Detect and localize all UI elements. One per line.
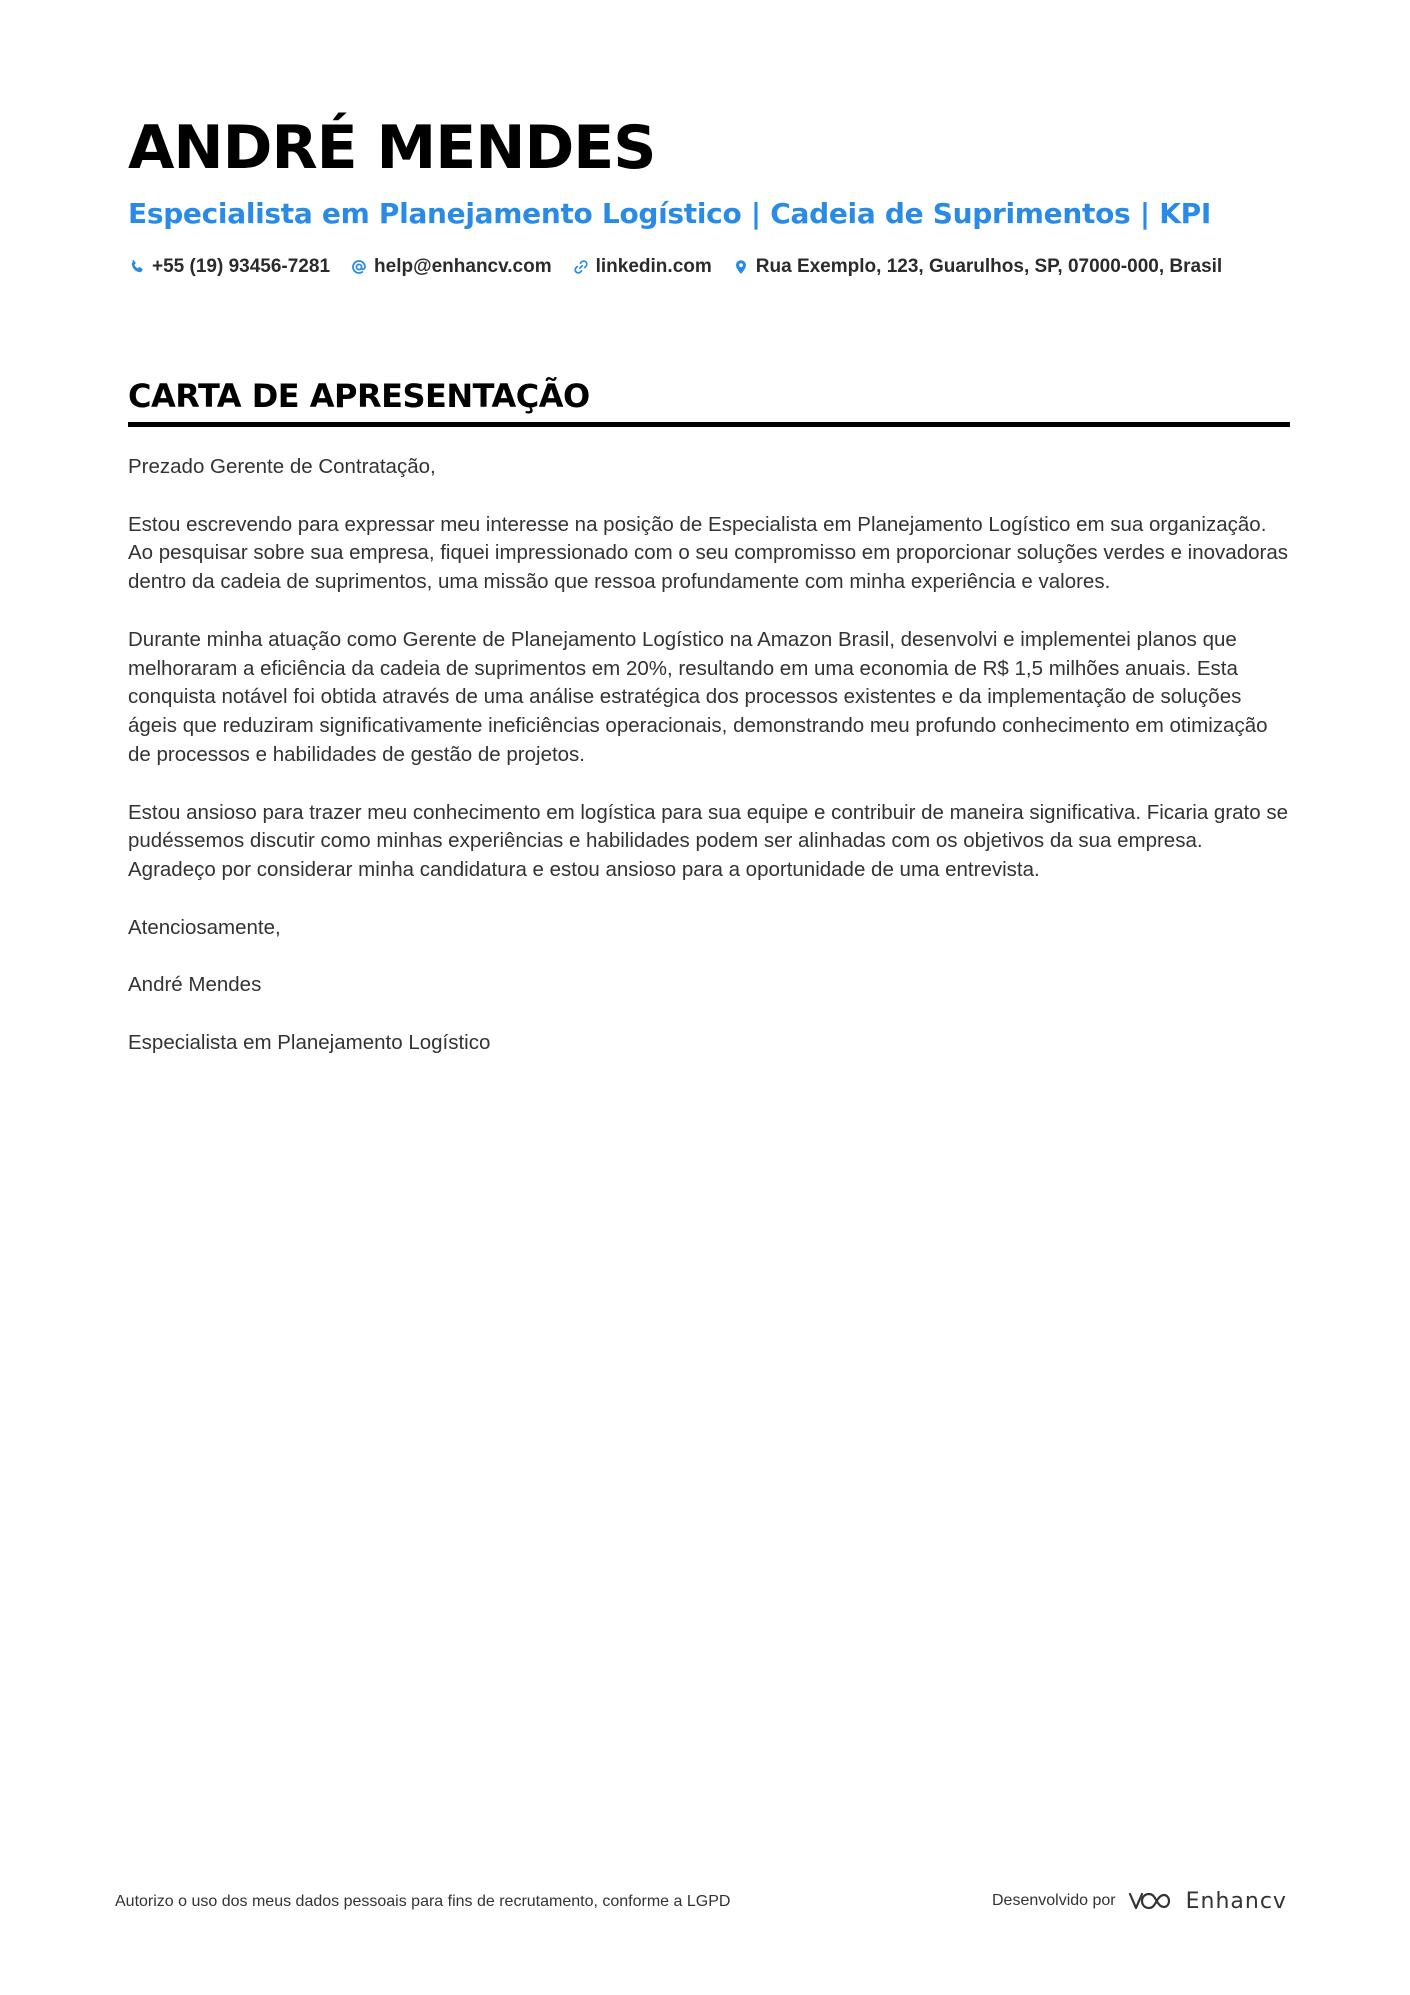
candidate-name: ANDRÉ MENDES: [128, 113, 656, 183]
letter-body: [128, 453, 1292, 1058]
footer-consent: Autorizo o uso dos meus dados pessoais para fins de recrutamento, conforme a LGPD: [115, 1893, 731, 1910]
letter-greeting: Prezado Gerente de Contratação,: [128, 455, 436, 478]
enhancv-logo-icon: [1128, 1888, 1176, 1914]
location-pin-icon: [732, 258, 750, 276]
contact-address: [732, 256, 1222, 278]
letter-paragraph: Durante minha atuação como Gerente de Planejamento Logístico na Amazon Brasil, desenvolvi e implementei planos que melhoraram a eficiência da cadeia de suprimentos em 20%, resultando em uma economia de R$ 1,5 milhões anuais. Esta conquista notável foi obtida através de uma análise estratégica dos processos existentes e da implementação de soluções ágeis que reduziram significativamente ineficiências operacionais, demonstrando meu profundo conhecimento em otimização de processos e habilidades de gestão de projetos.: [128, 627, 1268, 766]
at-icon: [350, 258, 368, 276]
letter-signature-title: Especialista em Planejamento Logístico: [128, 1030, 491, 1054]
candidate-headline: Especialista em Planejamento Logístico | Cadeia de Suprimentos | KPI: [128, 197, 1211, 230]
letter-paragraph: Estou ansioso para trazer meu conhecimento em logística para sua equipe e contribuir de maneira significativa. Ficaria grato se pudéssemos discutir como minhas experiências e habilidades podem ser alinhadas com os objetivos da sua empresa. Agradeço por considerar minha candidatura e estou ansioso para a oportunidade de uma entrevista.: [128, 800, 1288, 882]
contact-phone-text: +55 (19) 93456-7281: [152, 256, 331, 277]
contact-email[interactable]: [350, 256, 552, 278]
section-title: CARTA DE APRESENTAÇÃO: [128, 377, 590, 415]
contact-bar: [128, 252, 1292, 282]
section-divider: [128, 422, 1290, 427]
contact-phone[interactable]: [128, 256, 330, 278]
enhancv-brand: Enhancv: [1185, 1888, 1287, 1914]
cover-letter-page: [128, 108, 1292, 1087]
contact-email-text: help@enhancv.com: [374, 256, 552, 277]
letter-paragraph: Estou escrevendo para expressar meu interesse na posição de Especialista em Planejamento Logístico em sua organização. Ao pesquisar sobre sua empresa, fiquei impressionado com o seu compromisso em proporcionar soluções verdes e inovadoras dentro da cadeia de suprimentos, uma missão que ressoa profundamente com minha experiência e valores.: [128, 512, 1288, 594]
footer-branding[interactable]: [992, 1888, 1287, 1914]
letter-closing: Atenciosamente,: [128, 915, 281, 939]
letter-signature: André Mendes: [128, 973, 262, 997]
contact-linkedin[interactable]: [572, 256, 712, 278]
link-icon: [572, 258, 590, 276]
powered-by-label: Desenvolvido por: [992, 1892, 1116, 1909]
contact-linkedin-text: linkedin.com: [595, 256, 712, 277]
phone-icon: [128, 258, 146, 276]
contact-address-text: Rua Exemplo, 123, Guarulhos, SP, 07000-000, Brasil: [755, 256, 1223, 277]
